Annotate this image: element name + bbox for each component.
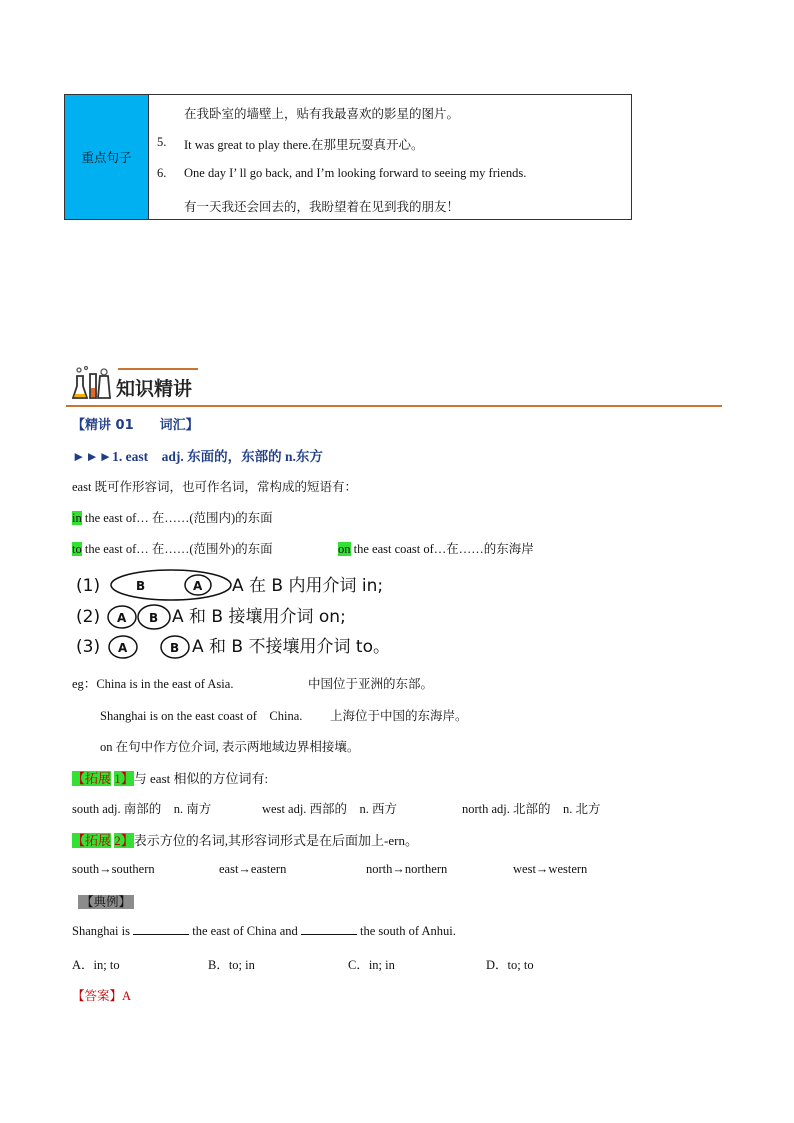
answer-blank[interactable] [133, 924, 189, 935]
sentence-number: 5. [157, 135, 167, 149]
diagram-row-text: A 和 B 接壤用介词 on; [172, 607, 346, 627]
preposition-highlight: on [338, 542, 351, 556]
word-heading: ►►►1. east adj. 东面的，东部的 n.东方 [72, 449, 323, 464]
diagram-row-num: (1) [76, 576, 101, 596]
derivation-word: east→eastern [219, 862, 287, 876]
region-b-label: B [170, 641, 180, 655]
answer-value: A [122, 989, 132, 1003]
phrase-line: to the east of… 在……(范围外)的东面 [72, 542, 273, 556]
derivation-word: south→southern [72, 862, 155, 876]
preposition-highlight: to [72, 542, 82, 556]
diagram-row-text: A 和 B 不接壤用介词 to。 [192, 637, 390, 657]
expansion-2 [72, 830, 418, 849]
option-c: C．in; in [348, 958, 395, 972]
sentence-text: One day I’ ll go back, and I’m looking forward to seeing my friends. [184, 166, 527, 180]
expansion-tag: 【拓展 1】 [72, 771, 134, 786]
eg-english: China is in the east of Asia. [96, 677, 234, 691]
section-top-line [118, 368, 198, 370]
direction-word: west adj. 西部的 n. 西方 [262, 802, 398, 816]
diagram-row-num: (2) [76, 607, 101, 627]
expansion-text: 表示方位的名词,其形容词形式是在后面加上-ern。 [133, 833, 418, 848]
region-a-label: A [117, 611, 127, 625]
option-a: A．in; to [72, 958, 120, 972]
region-b-label: B [136, 579, 146, 593]
example-line [72, 674, 233, 692]
key-sentences-label: 重点句子 [65, 95, 149, 219]
phrase-line: in the east of… 在……(范围内)的东面 [72, 511, 273, 525]
diagram-row-text: A 在 B 内用介词 in; [232, 576, 384, 596]
region-a-label: A [118, 641, 128, 655]
diagram-row-num: (3) [76, 637, 101, 657]
example-tag: 【典例】 [78, 892, 134, 910]
option-b: B．to; in [208, 958, 255, 972]
direction-word: south adj. 南部的 n. 南方 [72, 802, 212, 816]
region-b-label: B [149, 611, 159, 625]
sentence-text: 有一天我还会回去的，我盼望着在见到我的朋友！ [184, 199, 460, 214]
preposition-diagram [74, 568, 464, 664]
expansion-1 [72, 768, 268, 787]
section-rule [66, 405, 722, 407]
sentence-number: 6. [157, 166, 167, 180]
flask-icon [72, 364, 112, 404]
region-a-label: A [193, 579, 203, 593]
derivation-word: west→western [513, 862, 588, 876]
option-d: D．to; to [486, 958, 534, 972]
expansion-text: 与 east 相似的方位词有: [133, 771, 269, 786]
preposition-highlight: in [72, 511, 82, 525]
direction-word: north adj. 北部的 n. 北方 [462, 802, 601, 816]
eg-chinese: 中国位于亚洲的东部。 [308, 677, 434, 691]
key-sentences-table [64, 94, 632, 220]
phrase-line: on the east coast of…在……的东海岸 [338, 542, 534, 556]
answer-label: 【答案】 [72, 989, 123, 1003]
answer-blank[interactable] [301, 924, 357, 935]
eg-english: Shanghai is on the east coast of China. [100, 709, 303, 723]
key-sentences-body [149, 95, 631, 219]
region-b-ellipse [111, 570, 231, 600]
sentence-text: It was great to play there.在那里玩耍真开心。 [184, 138, 424, 152]
derivation-word: north→northern [366, 862, 448, 876]
sentence-text: 在我卧室的墙壁上，贴有我最喜欢的影星的图片。 [184, 106, 460, 121]
lecture-heading: 【精讲 01 词汇】 [72, 418, 199, 433]
intro-text: east 既可作形容词，也可作名词，常构成的短语有： [72, 480, 358, 494]
section-title: 知识精讲 [116, 378, 193, 400]
eg-note: on 在句中作方位介词, 表示两地域边界相接壤。 [100, 740, 360, 754]
eg-label: eg： [72, 677, 97, 691]
expansion-tag: 【拓展 2】 [72, 833, 134, 848]
eg-chinese: 上海位于中国的东海岸。 [330, 709, 468, 723]
answer-line [72, 986, 131, 1004]
question-line: Shanghai is the east of China and the south of Anhui. [72, 924, 456, 938]
